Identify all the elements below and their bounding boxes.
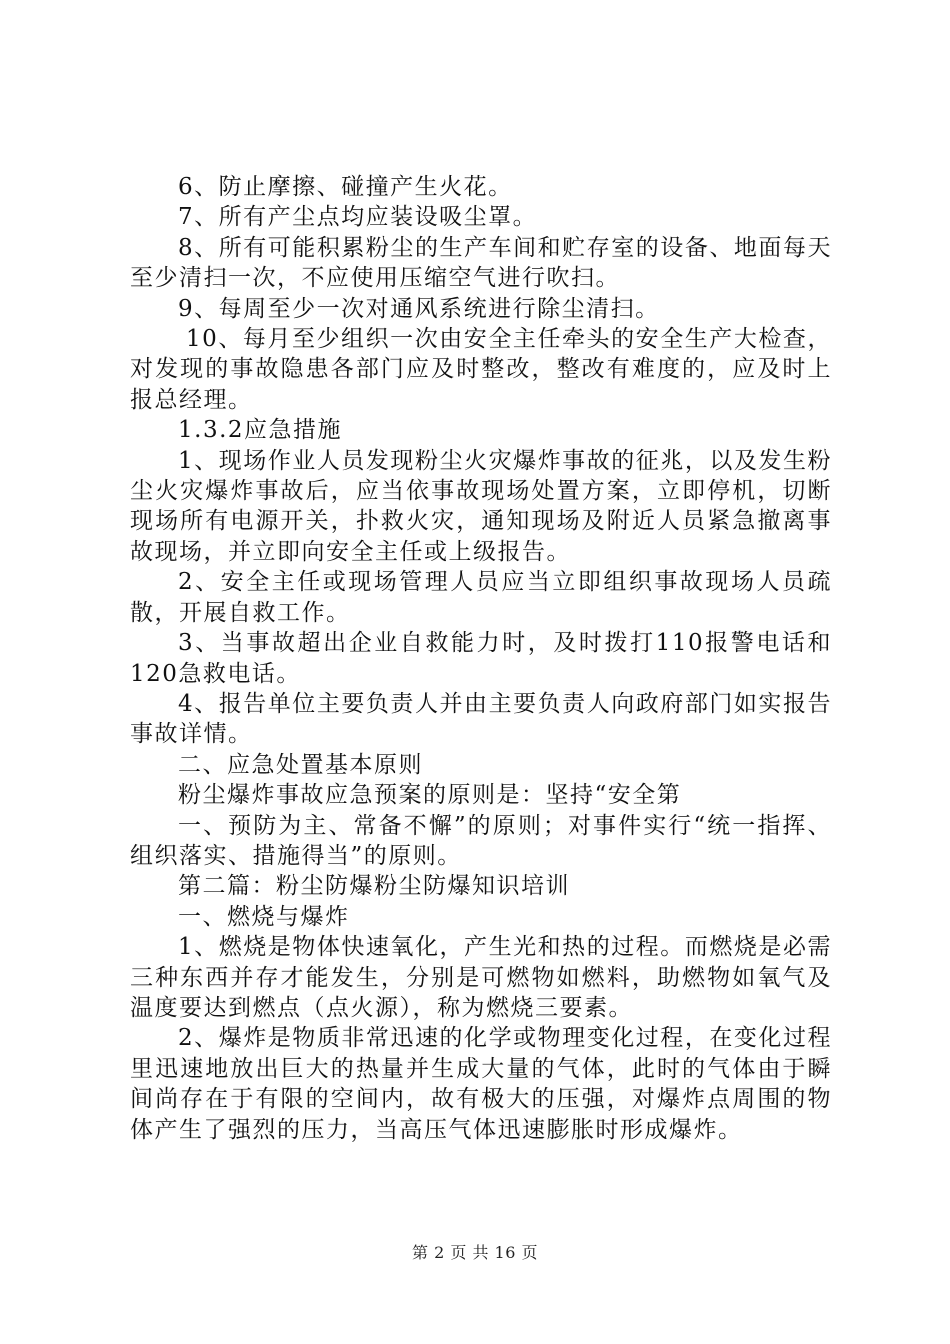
paragraph: 9、每周至少一次对通风系统进行除尘清扫。 <box>178 295 660 322</box>
chapter-heading: 第二篇：粉尘防爆粉尘防爆知识培训 <box>178 873 570 900</box>
paragraph: 7、所有产尘点均应装设吸尘罩。 <box>178 204 538 231</box>
paragraph: 2、爆炸是物质非常迅速的化学或物理变化过程，在变化过程里迅速地放出巨大的热量并生成大量的气体，此时的气体由于瞬间尚存在于有限的空间内，故有极大的压强，对爆炸点周围的物体产生了强烈的压力，当高压气体迅速膨胀时形成爆炸。 <box>130 1025 832 1143</box>
section-heading: 二、应急处置基本原则 <box>178 751 423 778</box>
document-body <box>130 172 832 1145</box>
page-number-footer: 第 2 页 共 16 页 <box>412 1243 538 1262</box>
paragraph: 1、现场作业人员发现粉尘火灾爆炸事故的征兆，以及发生粉尘火灾爆炸事故后，应当依事故现场处置方案，立即停机，切断现场所有电源开关，扑救火灾，通知现场及附近人员紧急撤离事故现场，并立即向安全主任或上级报告。 <box>130 447 832 565</box>
paragraph: 3、当事故超出企业自救能力时，及时拨打110报警电话和120急救电话。 <box>130 630 832 687</box>
paragraph: 10、每月至少组织一次由安全主任牵头的安全生产大检查，对发现的事故隐患各部门应及时整改，整改有难度的，应及时上报总经理。 <box>130 326 832 413</box>
paragraph: 8、所有可能积累粉尘的生产车间和贮存室的设备、地面每天至少清扫一次，不应使用压缩空气进行吹扫。 <box>130 234 832 292</box>
paragraph: 粉尘爆炸事故应急预案的原则是：坚持“安全第 <box>178 782 682 809</box>
paragraph: 2、安全主任或现场管理人员应当立即组织事故现场人员疏散，开展自救工作。 <box>130 569 832 626</box>
paragraph: 一、预防为主、常备不懈”的原则；对事件实行“统一指挥、组织落实、措施得当”的原则。 <box>130 812 832 869</box>
section-heading: 一、燃烧与爆炸 <box>178 903 350 930</box>
paragraph: 1、燃烧是物体快速氧化，产生光和热的过程。而燃烧是必需三种东西并存才能发生，分别是可燃物如燃料，助燃物如氧气及温度要达到燃点（点火源），称为燃烧三要素。 <box>130 934 832 1021</box>
paragraph: 6、防止摩擦、碰撞产生火花。 <box>178 174 513 200</box>
paragraph: 4、报告单位主要负责人并由主要负责人向政府部门如实报告事故详情。 <box>130 690 832 748</box>
section-heading: 1.3.2应急措施 <box>178 417 343 444</box>
